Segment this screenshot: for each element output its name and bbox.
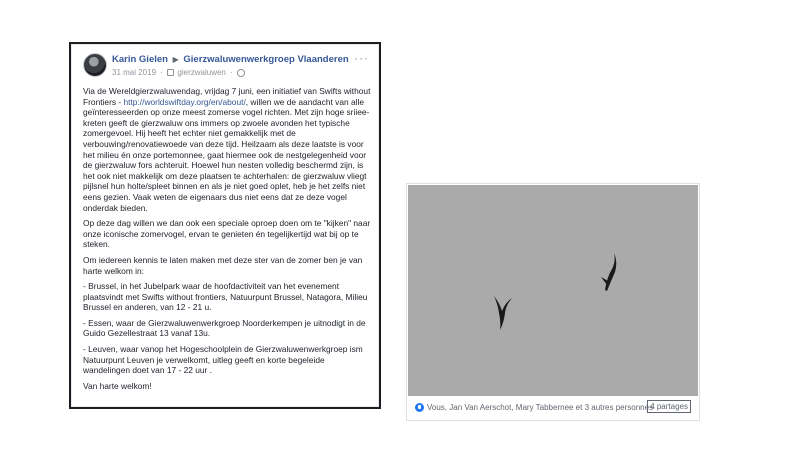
like-icon xyxy=(415,403,424,412)
photo-card xyxy=(406,183,700,421)
post-header xyxy=(83,53,371,85)
post-card xyxy=(70,43,380,408)
paragraph: - Brussel, in het Jubelpark waar de hoofdactiviteit van het evenement plaatsvindt met Swifts without frontiers, Natuurpunt Brussel, Natagora, Milieu Brussel en anderen, van 12 - 21 u. xyxy=(83,281,368,313)
paragraph: Via de Wereldgierzwaluwendag, vrijdag 7 juni, een initiatief van Swifts without Frontiers - http://worldswiftday.org/en/about/, willen we de aandacht van alle geïnteresseerden op onze meest zomerse vogel richten. Met zijn hoge sriiee-kreten geeft de gierzwaluw ons immers op zwoele avonden het typische zomergevoel. Hij heeft het echter niet gemakkelijk met de verbouwing/renovatiewoede van deze tijd. Heilzaam als deze laatste is voor het milieu én onze portemonnee, gaat hiermee ook de nestgelegenheid voor de gierzwaluw fors achteruit. Hoewel hun nesten volledig beschermd zijn, is het ook niet makkelijk om deze plaatsen te achterhalen: de gierzwaluw vliegt pijlsnel hun holte/spleet binnen en als je niet goed oplet, heb je het zelfs niet eens gezien. Vaak weten de eigenaars dus niet eens dat ze deze vogel onderdak bieden. xyxy=(83,86,371,213)
tag-icon xyxy=(167,69,174,76)
swifts-illustration xyxy=(408,185,698,396)
author-name[interactable]: Karin Gielen xyxy=(112,54,168,65)
more-options-icon[interactable]: ··· xyxy=(354,51,369,65)
reactions-summary[interactable] xyxy=(415,403,653,412)
avatar[interactable] xyxy=(83,53,107,77)
post-date[interactable]: 31 mai 2019 xyxy=(112,68,157,77)
shares-count[interactable]: 4 partages xyxy=(647,400,691,413)
caret-right-icon: ▶ xyxy=(172,55,179,64)
post-author-line xyxy=(112,54,349,65)
post-body xyxy=(83,86,373,396)
paragraph: - Leuven, waar vanop het Hogeschoolplein de Gierzwaluwenwerkgroep ism Natuurpunt Leuven je verwelkomt, uitleg geeft en korte begeleide wandelingen doet van 17 - 22 uur . xyxy=(83,344,363,376)
reactions-text: Vous, Jan Van Aerschot, Mary Tabbernee et 3 autres personnes xyxy=(427,403,654,412)
swift-bird-1 xyxy=(601,253,616,291)
paragraph: Op deze dag willen we dan ook een speciale oproep doen om te "kijken" naar onze iconische zomervogel, ervan te genieten én tegelijkertijd wat bij op te steken. xyxy=(83,218,371,250)
paragraph: Om iedereen kennis te laten maken met deze ster van de zomer ben je van harte welkom in: xyxy=(83,254,363,276)
post-meta: 31 mai 2019 · gierzwaluwen · xyxy=(112,68,245,77)
paragraph: Van harte welkom! xyxy=(83,380,152,391)
post-tag[interactable]: gierzwaluwen xyxy=(177,68,226,77)
group-name[interactable]: Gierzwaluwenwerkgroep Vlaanderen xyxy=(183,54,349,65)
post-link[interactable]: http://worldswiftday.org/en/about/ xyxy=(123,96,246,107)
swift-bird-2 xyxy=(494,296,512,330)
globe-icon xyxy=(237,69,245,77)
paragraph: - Essen, waar de Gierzwaluwenwerkgroep Noorderkempen je uitnodigt in de Guido Gezellestraat 13 vanaf 13u. xyxy=(83,317,366,339)
swifts-photo[interactable] xyxy=(408,185,698,396)
